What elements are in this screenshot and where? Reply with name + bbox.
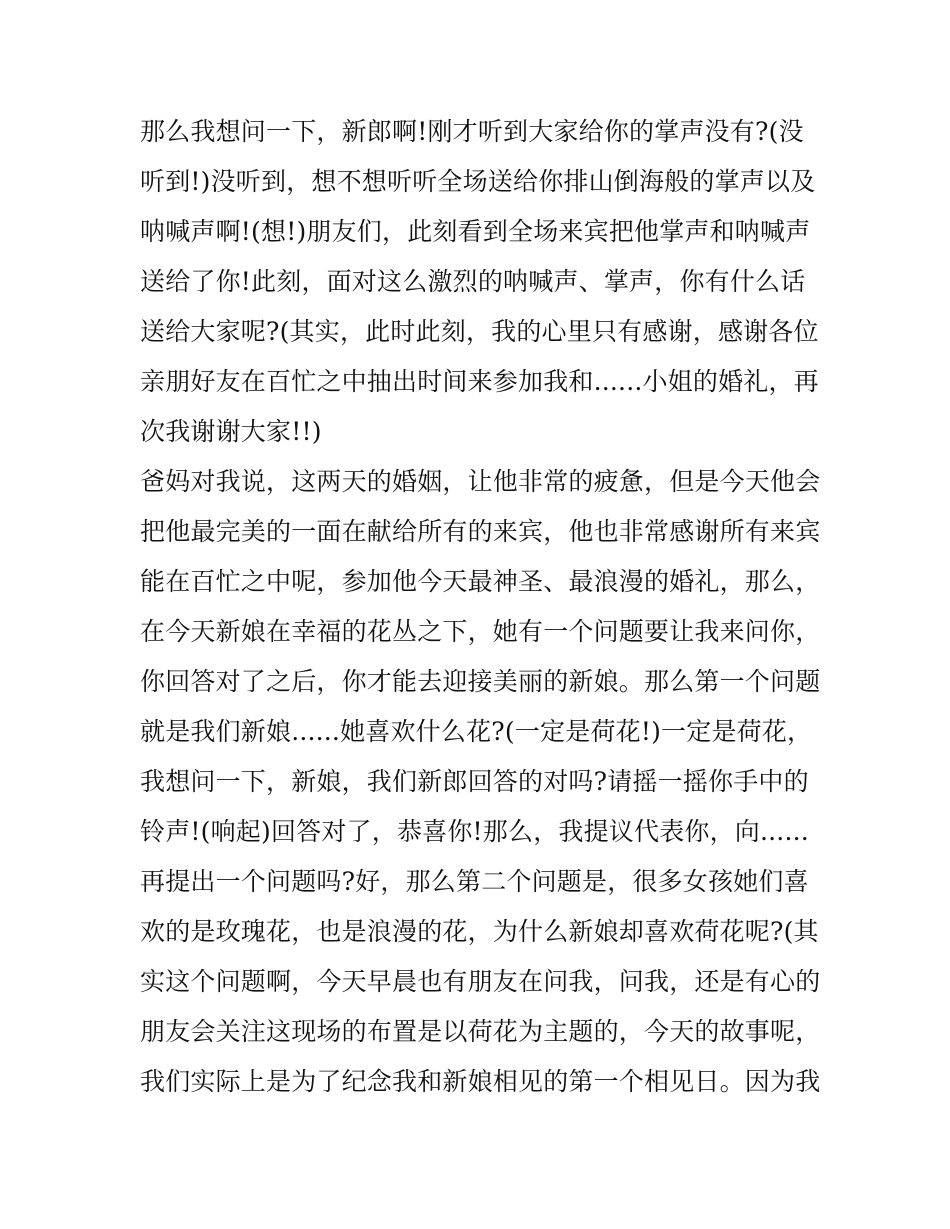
text-line: 我们实际上是为了纪念我和新娘相见的第一个相见日。因为我 xyxy=(140,1067,821,1096)
text-line: 爸妈对我说，这两天的婚姻，让他非常的疲惫，但是今天他会 xyxy=(140,467,821,496)
text-line: 听到!)没听到，想不想听听全场送给你排山倒海般的掌声以及 xyxy=(140,167,816,196)
text-line: 在今天新娘在幸福的花丛之下，她有一个问题要让我来问你， xyxy=(140,617,821,646)
text-line: 呐喊声啊!(想!)朋友们，此刻看到全场来宾把他掌声和呐喊声 xyxy=(140,217,811,246)
text-line: 我想问一下，新娘，我们新郎回答的对吗?请摇一摇你手中的 xyxy=(140,767,809,796)
text-line: 把他最完美的一面在献给所有的来宾，他也非常感谢所有来宾 xyxy=(140,517,821,546)
text-line: 送给大家呢?(其实，此时此刻，我的心里只有感谢，感谢各位 xyxy=(140,317,819,346)
body-text xyxy=(140,107,840,1107)
text-line: 次我谢谢大家!!) xyxy=(140,417,322,446)
text-line: 能在百忙之中呢，参加他今天最神圣、最浪漫的婚礼，那么， xyxy=(140,567,821,596)
text-line: 欢的是玫瑰花，也是浪漫的花，为什么新娘却喜欢荷花呢?(其 xyxy=(140,917,819,946)
text-line: 亲朋好友在百忙之中抽出时间来参加我和......小姐的婚礼，再 xyxy=(140,367,819,396)
text-line: 铃声!(响起)回答对了，恭喜你!那么，我提议代表你，向...... xyxy=(140,817,809,846)
text-line: 再提出一个问题吗?好，那么第二个问题是，很多女孩她们喜 xyxy=(140,867,809,896)
text-line: 送给了你!此刻，面对这么激烈的呐喊声、掌声，你有什么话 xyxy=(140,267,806,296)
text-line: 你回答对了之后，你才能去迎接美丽的新娘。那么第一个问题 xyxy=(140,667,821,696)
text-line: 实这个问题啊，今天早晨也有朋友在问我，问我，还是有心的 xyxy=(140,967,821,996)
text-line: 那么我想问一下，新郎啊!刚才听到大家给你的掌声没有?(没 xyxy=(140,117,804,146)
text-line: 就是我们新娘......她喜欢什么花?(一定是荷花!)一定是荷花， xyxy=(140,717,813,746)
text-line: 朋友会关注这现场的布置是以荷花为主题的，今天的故事呢， xyxy=(140,1017,821,1046)
